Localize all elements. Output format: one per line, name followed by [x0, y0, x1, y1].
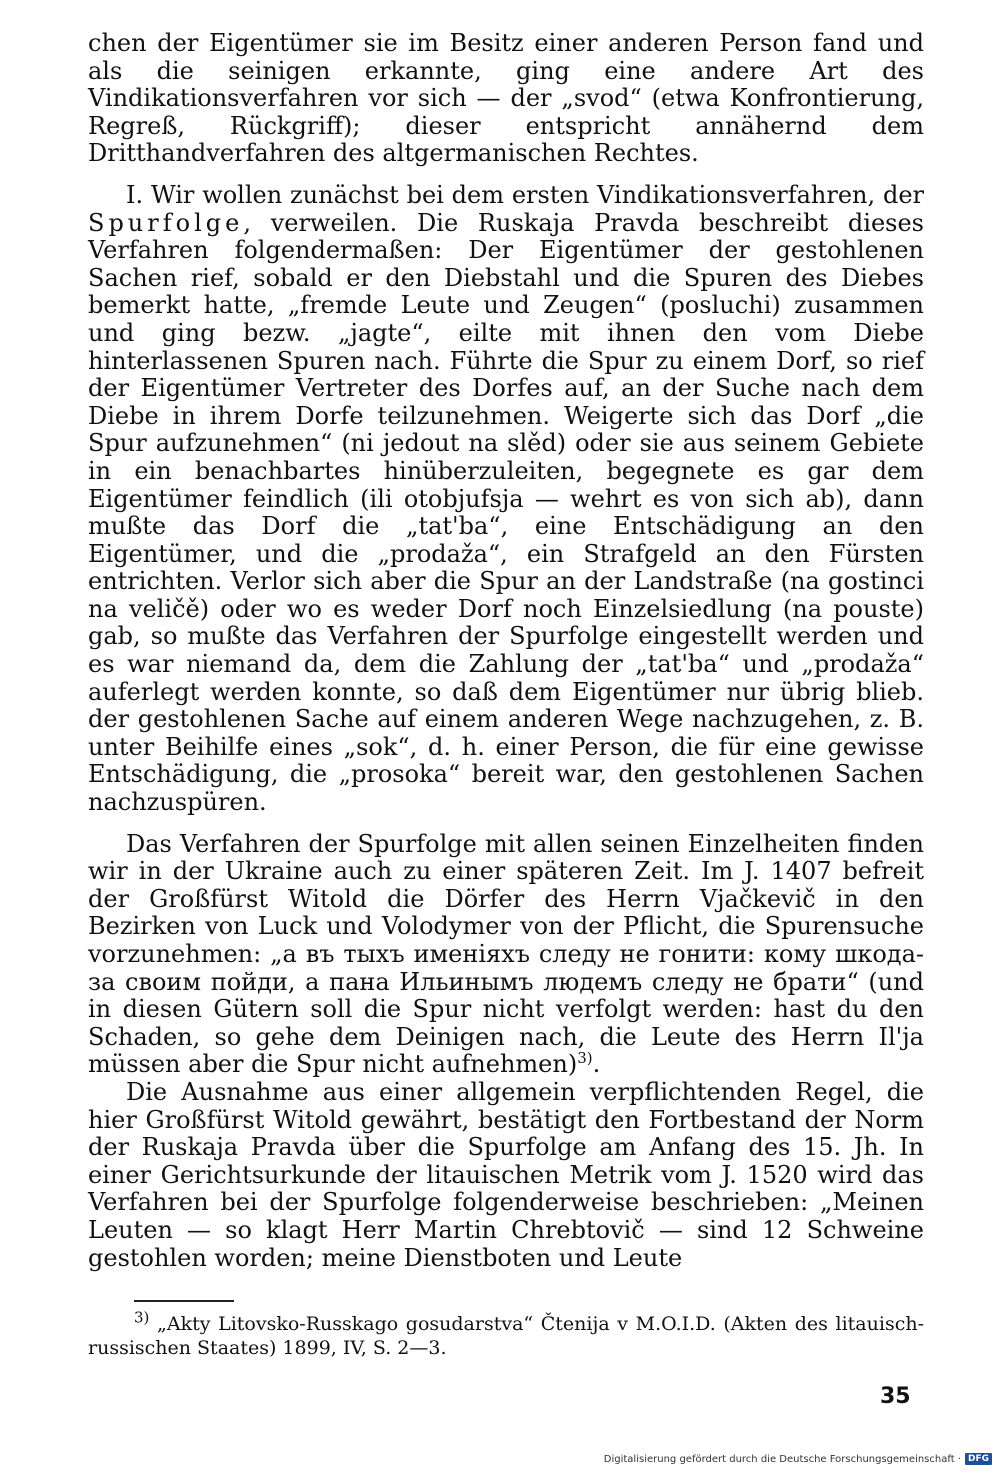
paragraph-ukraine — [88, 831, 924, 1079]
paragraph-lead: I. Wir wollen zunächst bei dem ersten Vindikationsverfahren, der — [126, 180, 924, 209]
emphasized-term: Spurfolge — [88, 208, 244, 237]
dfg-logo: DFG — [965, 1453, 992, 1465]
paragraph-tail: . — [592, 1050, 601, 1079]
footnote-text: „Akty Litovsko-Russkago gosudarstva“ Čtenija v M.O.I.D. (Akten des litauisch-russischen Staates) 1899, IV, S. 2—3. — [88, 1313, 924, 1359]
footnote-marker: 3) — [134, 1308, 150, 1327]
footnote-reference[interactable]: 3) — [577, 1049, 593, 1068]
paragraph-continuation: chen der Eigentümer sie im Besitz einer anderen Person fand und als die seinigen erkannte, ging eine andere Art des Vindikationsverfahren vor sich — der „svod“ (etwa Konfrontierung, Regreß, Rückgriff); dieser entspricht annähernd dem Dritthandverfahren des altgermanischen Rechtes. — [88, 29, 924, 168]
footnote — [88, 1308, 924, 1360]
paragraph-rest: , verweilen. Die Ruskaja Pravda beschreibt dieses Verfahren folgendermaßen: Der Eigentümer der gestohlenen Sachen rief, sobald er den Diebstahl und die Spuren des Diebes bemerkt hatte, „fremde Leute und Zeugen“ (posluchi) zusammen und ging bezw. „jagte“, eilte mit ihnen den vom Diebe hinterlassenen Spuren nach. Führte die Spur zu einem Dorf, so rief der Eigentümer Vertreter des Dorfes auf, an der Suche nach dem Diebe in ihrem Dorfe teilzunehmen. Weigerte sich das Dorf „die Spur aufzunehmen“ (ni jedout na slěd) oder sie aus seinem Gebiete in ein benachbartes hinüberzuleiten, begegnete es gar dem Eigentümer feindlich (ili otobjufsja — wehrt es von sich ab), dann mußte das Dorf die „tat'ba“, eine Entschädigung an den Eigentümer, und die „prodaža“, ein Strafgeld an den Fürsten entrichten. Verlor sich aber die Spur an der Landstraße (na gostinci na veličě) oder wo es weder Dorf noch Einzelsiedlung (na pouste) gab, so mußte das Verfahren der Spurfolge eingestellt werden und es war niemand da, dem die Zahlung der „tat'ba“ und „prodaža“ auferlegt werden konnte, so daß dem Eigentümer nur übrig blieb. der gestohlenen Sache auf einem anderen Wege nachzugehen, z. B. unter Beihilfe eines „sok“, d. h. einer Person, die für eine gewisse Entschädigung, die „prosoka“ bereit war, den gestohlenen Sachen nachzuspüren. — [88, 208, 924, 817]
funding-note: Digitalisierung gefördert durch die Deutsche Forschungsgemeinschaft · — [603, 1453, 961, 1465]
funding-credit — [604, 1453, 992, 1465]
footnote-divider — [134, 1300, 234, 1302]
paragraph-spurfolge-intro — [88, 182, 924, 817]
paragraph-exception: Die Ausnahme aus einer allgemein verpflichtenden Regel, die hier Großfürst Witold gewährt, bestätigt den Fortbestand der Norm der Ruskaja Pravda über die Spurfolge am Anfang des 15. Jh. In einer Gerichtsurkunde der litauischen Metrik vom J. 1520 wird das Verfahren bei der Spurfolge folgenderweise beschrieben: „Meinen Leuten — so klagt Herr Martin Chrebtovič — sind 12 Schweine gestohlen worden; meine Dienstboten und Leute — [88, 1077, 924, 1272]
body-text — [88, 30, 924, 1272]
page-number: 35 — [880, 1384, 911, 1409]
paragraph-text: Das Verfahren der Spurfolge mit allen seinen Einzelheiten finden wir in der Ukraine auch zu einer späteren Zeit. Im J. 1407 befreit der Großfürst Witold die Dörfer des Herrn Vjačkevič in den Bezirken von Luck und Volodymer von der Pflicht, die Spurensuche vorzunehmen: „а въ тыхъ именіяхъ следу не гонити: кому шкода-за своим пойди, а пана Ильинымъ людемъ следу не брати“ (und in diesen Gütern soll die Spur nicht verfolgt werden: hast du den Schaden, so gehe dem Deinigen nach, die Leute des Herrn Il'ja müssen aber die Spur nicht aufnehmen) — [88, 829, 924, 1079]
